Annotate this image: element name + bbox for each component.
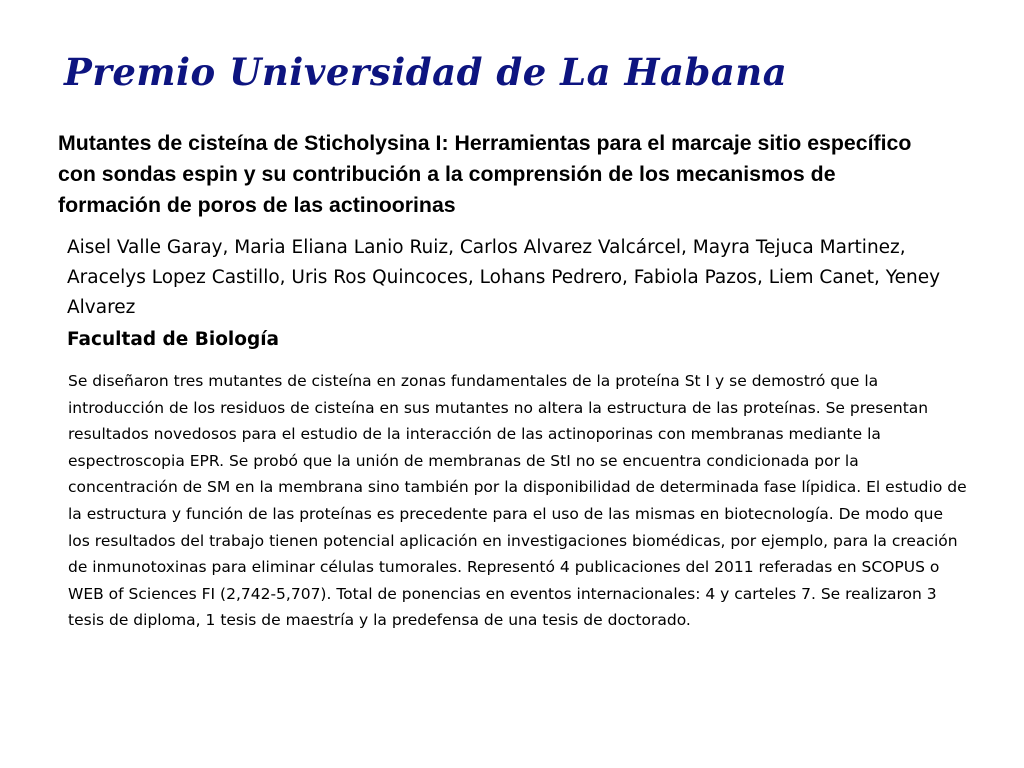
summary-paragraph: Se diseñaron tres mutantes de cisteína en zonas fundamentales de la proteína St I y se demostró que la introducción de los residuos de cisteína en sus mutantes no altera la estructura de las proteínas. Se presentan resultados novedosos para el estudio de la interacción de las actinoporinas con membranas mediante la espectroscopia EPR. Se probó que la unión de membranas de StI no se encuentra condicionada por la concentración de SM en la membrana sino también por la disponibilidad de determinada fase lípidica. El estudio de la estructura y función de las proteínas es precedente para el uso de las mismas en biotecnología. De modo que los resultados del trabajo tienen potencial aplicación en investigaciones biomédicas, por ejemplo, para la creación de inmunotoxinas para eliminar células tumorales. Representó 4 publicaciones del 2011 referadas en SCOPUS o WEB of Sciences FI (2,742-5,707). Total de ponencias en eventos internacionales: 4 y carteles 7. Se realizaron 3 tesis de diploma, 1 tesis de maestría y la predefensa de una tesis de doctorado. bbox=[68, 372, 967, 630]
author-list: Aisel Valle Garay, Maria Eliana Lanio Ruiz, Carlos Alvarez Valcárcel, Mayra Tejuca Martinez, Aracelys Lopez Castillo, Uris Ros Quincoces, Lohans Pedrero, Fabiola Pazos, Liem Canet, Yeney Alvarez bbox=[67, 237, 941, 318]
project-title: Mutantes de cisteína de Sticholysina I: Herramientas para el marcaje sitio específico con sondas espin y su contribución a la comprensión de los mecanismos de formación de poros de las actinoorinas bbox=[58, 131, 912, 217]
faculty-name: Facultad de Biología bbox=[67, 329, 280, 350]
award-title: Premio Universidad de La Habana bbox=[64, 50, 788, 94]
